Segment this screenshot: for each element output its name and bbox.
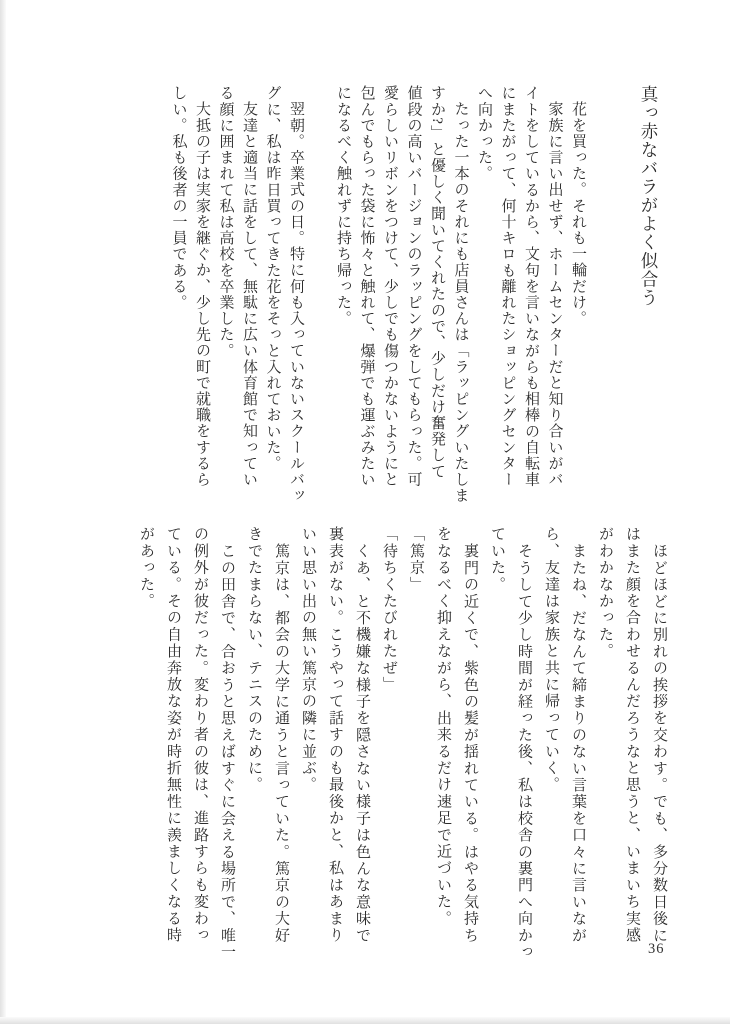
page-edge-left [0,0,6,1024]
text-line: 「待ちくたびれたぜ」 [381,526,397,693]
text-line: 家族に言い出せず、ホームセンターだと知り合いがバ [546,101,563,488]
text-line: はまた顔を合わせるんだろうなと思うと、いまいち実感 [624,526,640,944]
text-line: いい思い出の無い篤京の隣に並ぶ。 [300,526,316,794]
text-line: 篤京は、都会の大学に通うと言っていた。篤京の大好 [273,543,289,944]
text-line: ら、友達は家族と共に帰っていく。 [543,526,559,794]
text-line: ほどほどに別れの挨拶を交わす。でも、多分数日後に [651,543,667,944]
page-edge-bottom [0,1017,730,1024]
lower-text-block [132,526,672,961]
chapter-title: 真っ赤なバラがよく似合う [639,85,659,307]
text-line: そうして少し時間が経った後、私は校舎の裏門へ向かっ [516,543,532,961]
text-line: がわかなかった。 [597,526,613,660]
text-line: があった。 [138,526,154,610]
text-line: をなるべく抑えながら、出来るだけ速足で近づいた。 [435,526,451,927]
text-line: またね、だなんて締まりのない言葉を口々に言いなが [570,543,586,944]
text-line: 友達と適当に話をして、無駄に広い体育館で知ってい [241,101,257,488]
text-line: 愛らしいリボンをつけて、少しでも傷つかないようにと [382,85,398,488]
text-line: 大抵の子は実家を継ぐか、少し先の町で就職をするら [194,101,210,488]
page-number: 36 [648,941,665,957]
text-line: イトをしているから、文句を言いながらも相棒の自転車 [523,85,539,488]
upper-text-block [166,85,662,505]
text-line: 値段の高いバージョンのラッピングをしてもらった。可 [405,85,422,488]
text-line: くあ、と不機嫌な様子を隠さない様子は色んな意味で [354,543,370,944]
text-line: 花を買った。それも一輪だけ。 [570,101,586,327]
text-line: たった一本のそれにも店員さんは「ラッピングいたしま [452,101,469,504]
text-line: ていた。 [489,526,505,593]
text-line: しい。私も後者の一員である。 [170,85,187,311]
blank-line [613,85,637,505]
text-line: 裏門の近くで、紫色の髪が揺れている。はやる気持ち [462,543,478,944]
blank-line [589,85,613,505]
text-line: ている。その自由奔放な姿が時折無性に羨ましくなる時 [165,526,181,944]
text-line: 「篤京」 [408,526,424,593]
text-line: グに、私は昨日買ってきた花をそっと入れておいた。 [264,85,281,472]
text-line: 翌朝。卒業式の日。特に何も入っていないスクールバッ [288,101,304,504]
blank-line [307,85,331,505]
text-line: る顔に囲まれて私は高校を卒業した。 [217,85,234,359]
text-line: きでたまらない、テニスのために。 [246,526,262,794]
text-line: の例外が彼だった。変わり者の彼は、進路すらも変わっ [192,526,208,944]
text-line: この田舎で、合おうと思えばすぐに会える場所で、唯一 [219,543,235,961]
text-line: になるべく触れずに持ち帰った。 [335,85,351,327]
text-line: 裏表がない。こうやって話すのも最後かと、私はあまり [327,526,343,944]
text-line: すか?」と優しく聞いてくれたので、少しだけ奮発して [429,85,445,480]
text-line: へ向かった。 [476,85,492,182]
text-line: 包んでもらった袋に怖々と触れて、爆弾でも運ぶみたい [358,85,375,488]
text-line: にまたがって、何十キロも離れたショッピングセンター [499,85,516,488]
